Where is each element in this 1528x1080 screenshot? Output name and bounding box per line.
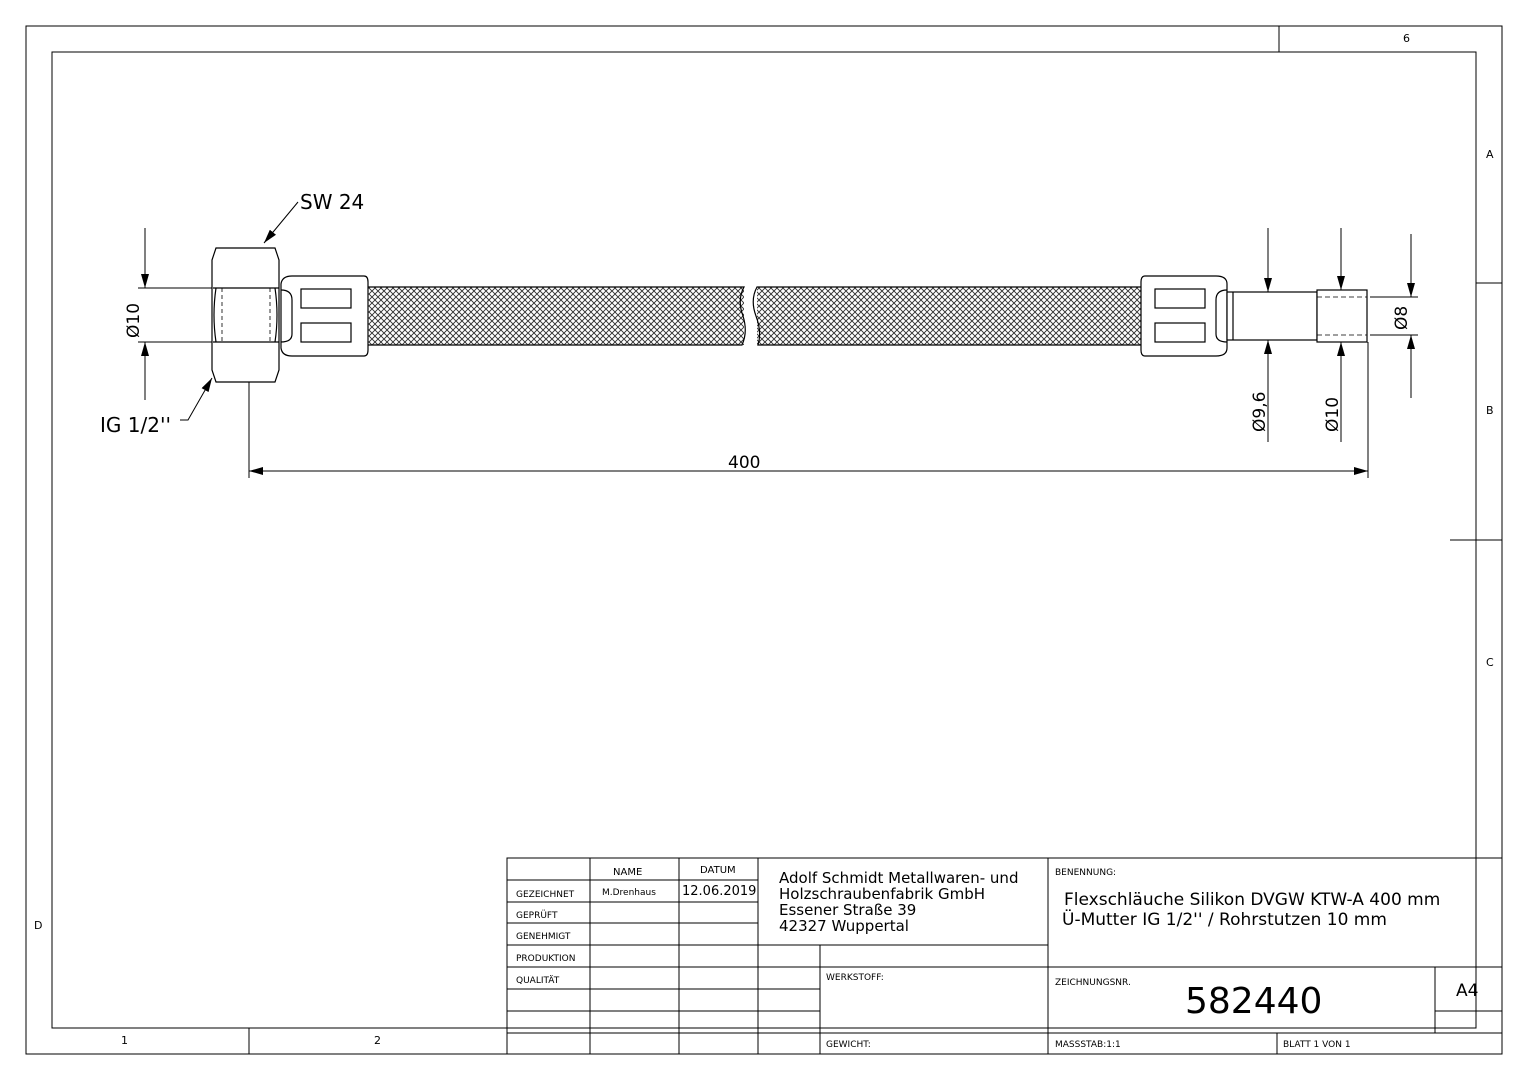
part-title-line-1: Flexschläuche Silikon DVGW KTW-A 400 mm [1064, 890, 1441, 910]
wrench-size-label: SW 24 [300, 190, 365, 214]
right-diameter-bore-label: Ø8 [1392, 305, 1412, 330]
company-line-3: Essener Straße 39 [779, 901, 917, 919]
braided-hose-right [757, 287, 1141, 345]
zone-row-b: B [1486, 404, 1494, 417]
zone-col-6: 6 [1403, 32, 1410, 45]
union-nut [212, 248, 279, 382]
title-block [507, 858, 1502, 1054]
werkstoff-label: WERKSTOFF: [826, 973, 884, 983]
length-label: 400 [728, 453, 761, 473]
zone-row-a: A [1486, 148, 1494, 161]
left-ferrule [281, 276, 368, 356]
braided-hose-left [368, 287, 744, 345]
drawn-by-name: M.Drenhaus [602, 888, 656, 898]
zeichnungsnr-label: ZEICHNUNGSNR. [1055, 978, 1131, 988]
thread-label: IG 1/2'' [100, 413, 171, 437]
row-label-produktion: PRODUKTION [516, 954, 576, 964]
scale-label: MASSSTAB:1:1 [1055, 1040, 1121, 1050]
hose-assembly [212, 248, 1367, 382]
drawn-date: 12.06.2019 [682, 884, 757, 899]
row-label-geprueft: GEPRÜFT [516, 911, 558, 921]
right-diameter-outer-label: Ø10 [1323, 396, 1343, 432]
company-line-1: Adolf Schmidt Metallwaren- und [779, 869, 1019, 887]
sheet-count-label: BLATT 1 VON 1 [1283, 1040, 1351, 1050]
col-date-header: DATUM [700, 865, 736, 876]
col-name-header: NAME [613, 867, 643, 878]
gewicht-label: GEWICHT: [826, 1040, 871, 1050]
part-title-line-2: Ü-Mutter IG 1/2'' / Rohrstutzen 10 mm [1062, 910, 1387, 930]
zone-col-2: 2 [374, 1034, 381, 1047]
company-address [779, 869, 1018, 935]
company-line-2: Holzschraubenfabrik GmbH [779, 885, 986, 903]
pipe-stub [1227, 290, 1367, 342]
row-label-gezeichnet: GEZEICHNET [516, 890, 575, 900]
right-diameter-inner-label: Ø9,6 [1250, 391, 1270, 432]
row-label-qualitaet: QUALITÄT [516, 976, 560, 986]
benennung-label: BENENNUNG: [1055, 868, 1117, 878]
zone-col-1: 1 [121, 1034, 128, 1047]
sheet-format: A4 [1456, 981, 1479, 1001]
right-ferrule [1141, 276, 1227, 356]
zone-row-c: C [1486, 656, 1494, 669]
left-diameter-label: Ø10 [124, 302, 144, 338]
company-line-4: 42327 Wuppertal [779, 917, 909, 935]
zone-row-d: D [34, 919, 43, 932]
row-label-genehmigt: GENEHMIGT [516, 932, 571, 942]
drawing-number: 582440 [1185, 981, 1323, 1022]
